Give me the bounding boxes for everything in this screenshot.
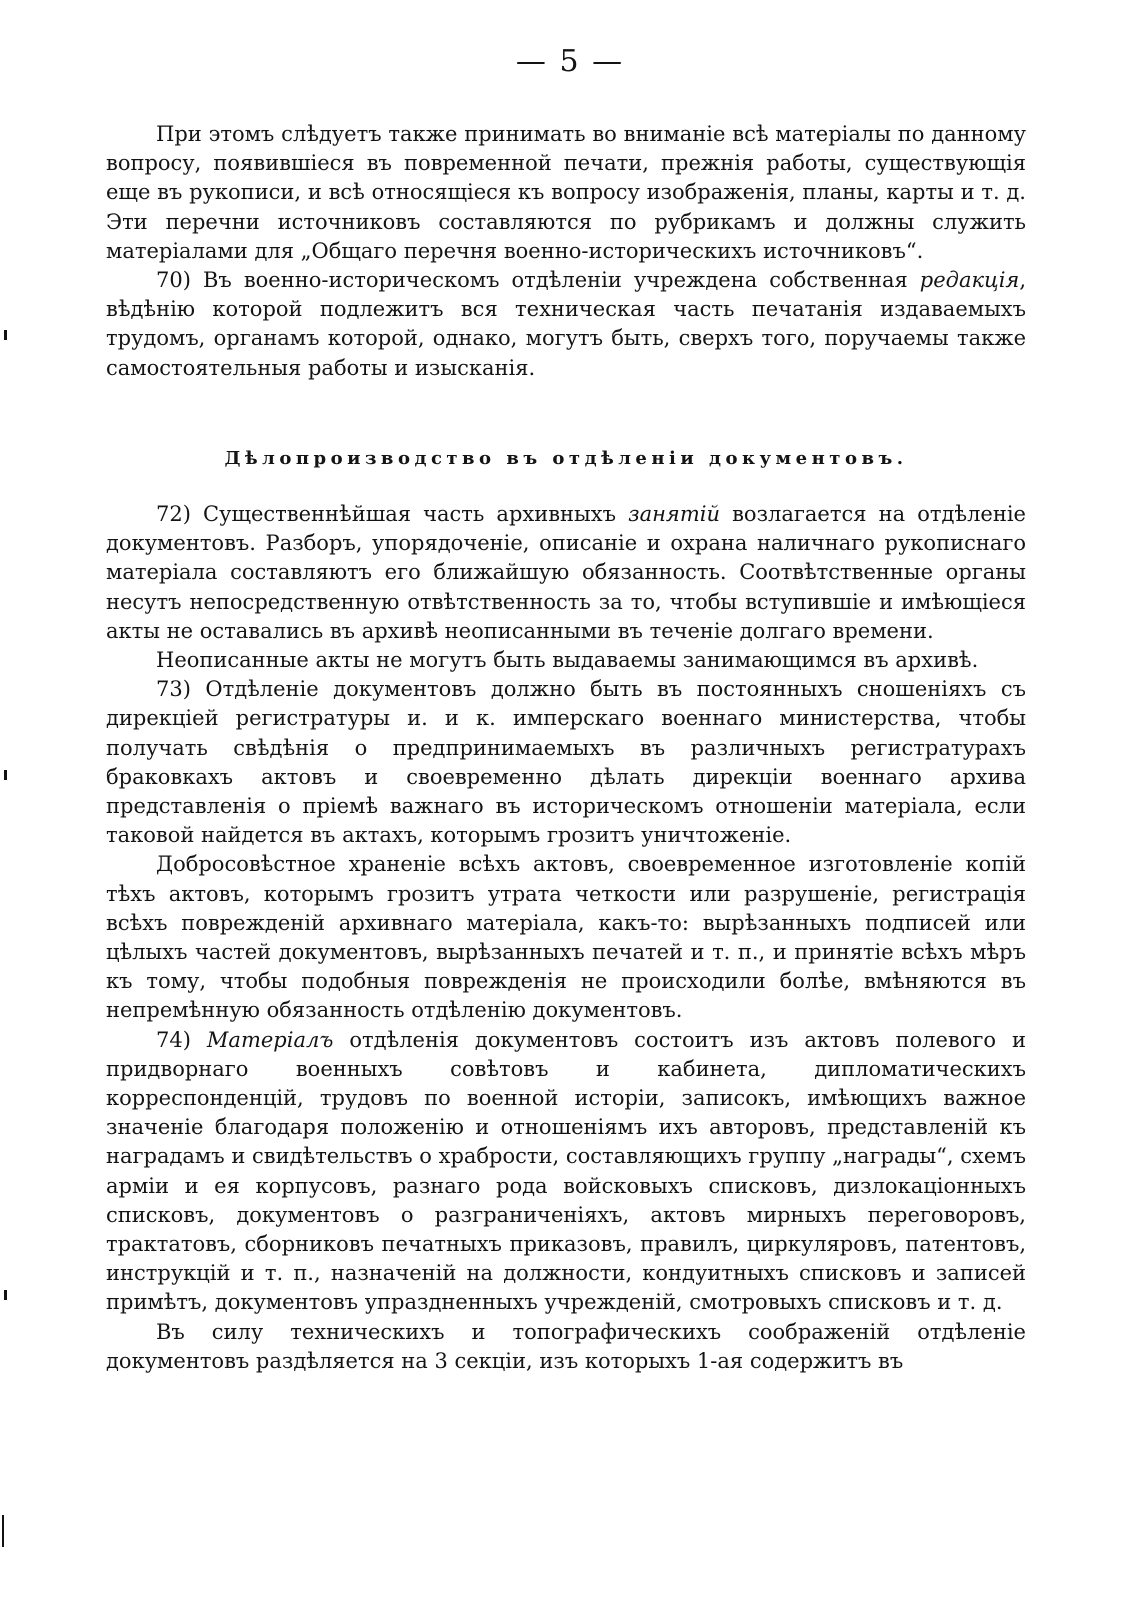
margin-mark bbox=[4, 1290, 7, 1300]
margin-mark bbox=[2, 1515, 4, 1547]
paragraph-74-start: 74) bbox=[156, 1027, 191, 1052]
page-number: — 5 — bbox=[515, 44, 625, 79]
paragraph-73: 73) Отдѣленіе документовъ должно быть въ постоянныхъ сношеніяхъ съ дирекціей регистратуры и. и к. имперскаго военнаго министерства, чтобы получать свѣдѣнія о предпринимаемыхъ въ различныхъ регистратурахъ браковкахъ актовъ и своевременно дѣлать дирекціи военнаго архива представленія о пріемѣ важнаго въ историческомъ отношеніи матеріала, если таковой найдется въ актахъ, которымъ грозитъ уничтоженіе. bbox=[106, 677, 1026, 848]
margin-mark bbox=[4, 770, 7, 780]
paragraph-70-rest: , вѣдѣнію которой подлежитъ вся техническая часть печатанія издаваемыхъ трудомъ, органамъ которой, однако, могутъ быть, сверхъ того, поручаемы также самостоятельныя работы и изысканія. bbox=[106, 268, 1026, 380]
paragraph-70-start: 70) Въ военно-историческомъ отдѣленіи учреждена собственная bbox=[156, 268, 908, 293]
text-block-main bbox=[106, 500, 1026, 1376]
paragraph-72b: Неописанные акты не могутъ быть выдаваемы занимающимся въ архивѣ. bbox=[156, 648, 979, 673]
paragraph-74b: Въ силу техническихъ и топографическихъ соображеній отдѣленіе документовъ раздѣляется на 3 секціи, изъ которыхъ 1-ая содержитъ въ bbox=[106, 1319, 1026, 1373]
paragraph-72-rest: возлагается на отдѣленіе документовъ. Разборъ, упорядоченіе, описаніе и охрана наличнаго рукописнаго матеріала составляютъ его ближайшую обязанность. Соотвѣтственные органы несутъ непосредственную отвѣтственность за то, чтобы вступившіе и имѣющіеся акты не оставались въ архивѣ неописанными въ теченіе долгаго времени. bbox=[106, 502, 1026, 643]
paragraph-74-italic: Матеріалъ bbox=[206, 1027, 334, 1052]
section-heading: Дѣлопроизводство въ отдѣленіи документовъ. bbox=[224, 448, 908, 469]
paragraph-74 bbox=[106, 1026, 1026, 1318]
paragraph-73b: Добросовѣстное храненіе всѣхъ актовъ, своевременное изготовленіе копій тѣхъ актовъ, которымъ грозитъ утрата четкости или разрушеніе, регистрація всѣхъ поврежденій архивнаго матеріала, какъ-то: вырѣзанныхъ подписей или цѣлыхъ частей документовъ, вырѣзанныхъ печатей и т. п., и принятіе всѣхъ мѣръ къ тому, чтобы подобныя поврежденія не происходили болѣе, вмѣняются въ непремѣнную обязанность отдѣленію документовъ. bbox=[106, 852, 1026, 1023]
paragraph-72 bbox=[106, 500, 1026, 646]
paragraph-70 bbox=[106, 266, 1026, 383]
margin-mark bbox=[4, 330, 7, 340]
paragraph-sources: При этомъ слѣдуетъ также принимать во вниманіе всѣ матеріалы по данному вопросу, появившіеся въ повременной печати, прежнія работы, существующія еще въ рукописи, и всѣ относящіеся къ вопросу изображенія, планы, карты и т. д. Эти перечни источниковъ составляются по рубрикамъ и должны служить матеріалами для „Общаго перечня военно-историческихъ источниковъ“. bbox=[106, 122, 1026, 263]
paragraph-74-rest: отдѣленія документовъ состоитъ изъ актовъ полевого и придворнаго военныхъ совѣтовъ и кабинета, дипломатическихъ корреспонденцій, трудовъ по военной исторіи, записокъ, имѣющихъ важное значеніе благодаря положенію и отношеніямъ ихъ авторовъ, представленій къ наградамъ и свидѣтельствъ о храбрости, составляющихъ группу „награды“, схемъ арміи и ея корпусовъ, разнаго рода войсковыхъ списковъ, дизлокаціонныхъ списковъ, документовъ о разграниченіяхъ, актовъ мирныхъ переговоровъ, трактатовъ, сборниковъ печатныхъ приказовъ, правилъ, циркуляровъ, патентовъ, инструкцій и т. п., назначеній на должности, кондуитныхъ списковъ и записей примѣтъ, документовъ упраздненныхъ учрежденій, смотровыхъ списковъ и т. д. bbox=[106, 1027, 1026, 1315]
text-block-top bbox=[106, 120, 1026, 383]
paragraph-72-italic: занятій bbox=[628, 502, 720, 526]
paragraph-72-start: 72) Существеннѣйшая часть архивныхъ bbox=[156, 502, 616, 526]
paragraph-70-italic: редакція bbox=[919, 268, 1020, 293]
